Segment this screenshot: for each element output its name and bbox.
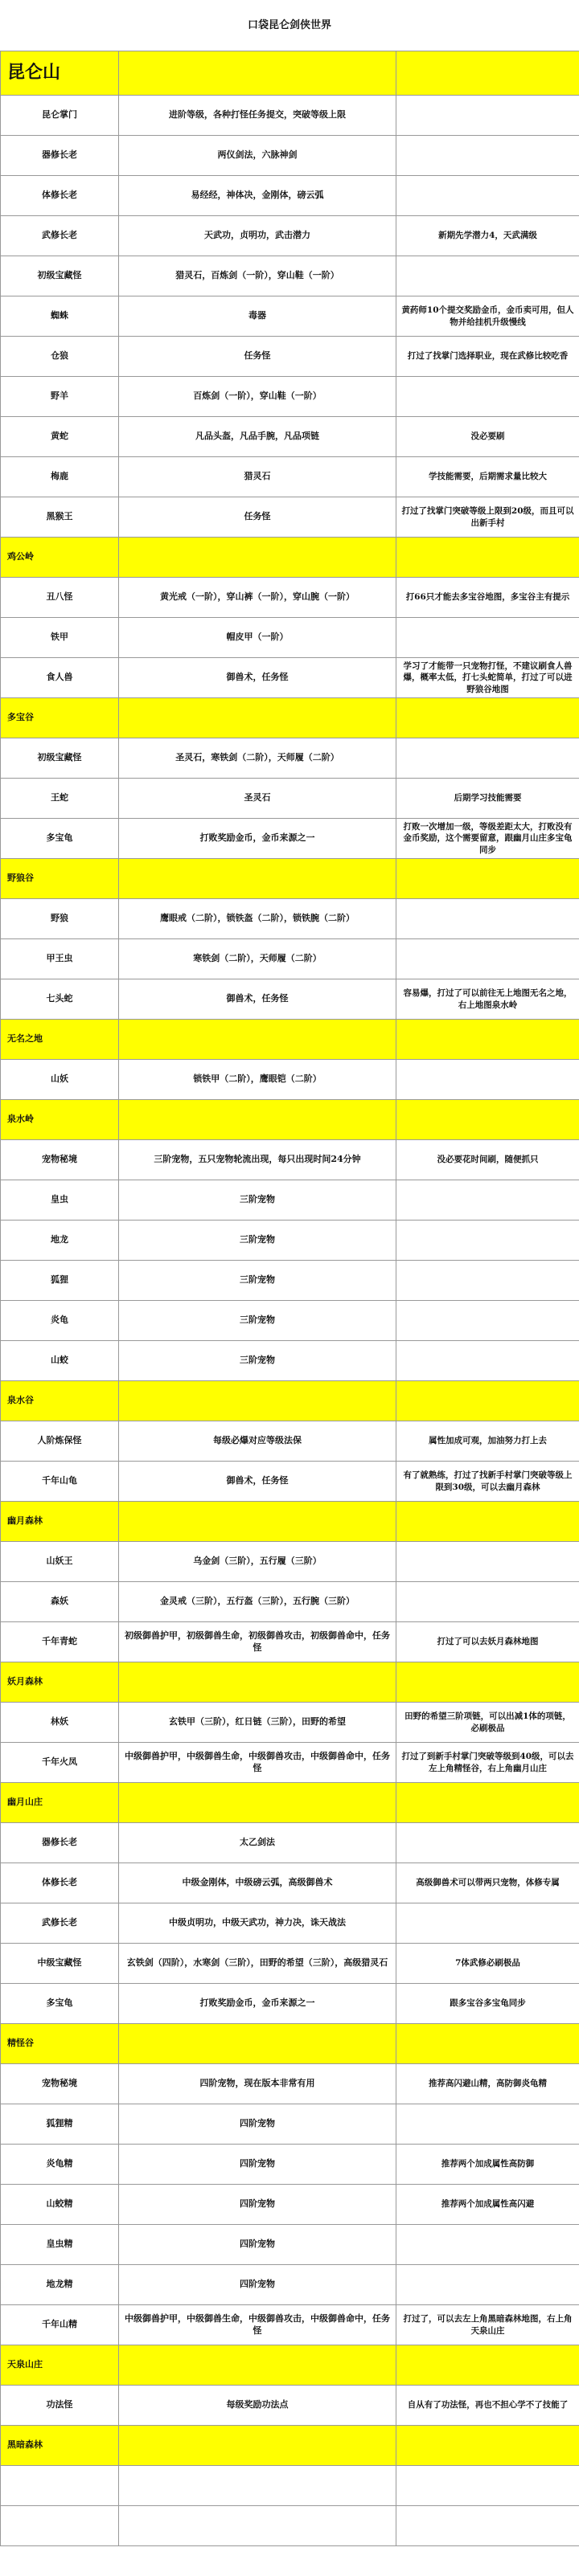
note-cell: 打过了找掌门突破等级上限到20级，而且可以出新手村 [396,497,579,538]
monster-name-cell: 功法怪 [1,2386,119,2426]
table-row [1,1944,579,1984]
monster-name-cell: 七头蛇 [1,979,119,1020]
monster-name-cell: 皇虫精 [1,2225,119,2265]
drop-cell: 猎灵石 [119,457,396,497]
note-cell: 7体武修必刷极品 [396,1944,579,1984]
drop-cell: 两仪剑法，六脉神剑 [119,136,396,176]
table-row [1,2104,579,2145]
table-row [1,1703,579,1743]
table-row [1,136,579,176]
monster-name-cell: 山蛟 [1,1341,119,1381]
note-cell [396,136,579,176]
section-row [1,698,579,738]
table-row [1,216,579,256]
note-cell: 属性加成可观，加油努力打上去 [396,1421,579,1462]
note-cell: 没必要花时间刷，随便抓只 [396,1140,579,1180]
table-row [1,2305,579,2345]
drop-cell: 天武功，贞明功，武击潜力 [119,216,396,256]
section-blank-cell [396,2024,579,2064]
drop-cell: 四阶宠物 [119,2185,396,2225]
monster-name-cell: 山妖王 [1,1542,119,1582]
monster-name-cell: 王蛇 [1,779,119,819]
monster-name-cell: 皇虫 [1,1180,119,1221]
drop-cell: 四阶宠物 [119,2104,396,2145]
section-row [1,1381,579,1421]
section-title: 泉水谷 [1,1381,119,1421]
monster-name-cell: 宠物秘境 [1,1140,119,1180]
note-cell: 打66只才能去多宝谷地图，多宝谷主有提示 [396,578,579,618]
section-row [1,1662,579,1703]
note-cell: 推荐高闪避山精，高防御炎龟精 [396,2064,579,2104]
table-row [1,176,579,216]
section-row [1,2024,579,2064]
table-row [1,256,579,296]
section-blank-cell [119,1020,396,1060]
note-cell: 有了就熟练，打过了找新手村掌门突破等级上限到30级，可以去幽月森林 [396,1462,579,1502]
monster-name-cell: 昆仑掌门 [1,96,119,136]
drop-cell: 三阶宠物，五只宠物轮流出现，每只出现时间24分钟 [119,1140,396,1180]
drop-cell: 中级金刚体，中级磅云弧，高级御兽术 [119,1863,396,1903]
monster-name-cell: 仓狼 [1,337,119,377]
drop-cell: 乌金剑（三阶），五行履（三阶） [119,1542,396,1582]
section-title: 无名之地 [1,1020,119,1060]
monster-name-cell: 狐狸精 [1,2104,119,2145]
table-row [1,1542,579,1582]
guide-table [0,51,579,2546]
table-row [1,2386,579,2426]
section-blank-cell [396,1381,579,1421]
section-blank-cell [119,859,396,899]
drop-cell: 每级必爆对应等级法保 [119,1421,396,1462]
section-title: 幽月山庄 [1,1783,119,1823]
table-row [1,939,579,979]
drop-cell: 打败奖励金币，金币来源之一 [119,819,396,859]
monster-name-cell: 器修长老 [1,1823,119,1863]
table-row [1,738,579,779]
section-title: 鸡公岭 [1,538,119,578]
drop-cell: 任务怪 [119,337,396,377]
section-blank-cell [396,1783,579,1823]
section-blank-cell [396,1020,579,1060]
section-blank-cell [119,1100,396,1140]
section-blank-cell [119,538,396,578]
table-row [1,779,579,819]
table-row [1,658,579,698]
monster-name-cell: 体修长老 [1,1863,119,1903]
drop-cell: 猎灵石，百炼剑（一阶），穿山鞋（一阶） [119,256,396,296]
page-title: 口袋昆仑剑侠世界 [247,19,331,31]
table-row [1,417,579,457]
note-cell [396,618,579,658]
monster-name-cell: 铁甲 [1,618,119,658]
monster-name-cell: 地龙精 [1,2265,119,2305]
drop-cell: 三阶宠物 [119,1301,396,1341]
section-title: 多宝谷 [1,698,119,738]
table-row [1,1180,579,1221]
monster-name-cell: 蜘蛛 [1,296,119,337]
monster-name-cell: 千年青蛇 [1,1622,119,1662]
monster-name-cell: 炎龟 [1,1301,119,1341]
table-row [1,2506,579,2546]
drop-cell: 玄铁甲（三阶），红日链（三阶），田野的希望 [119,1703,396,1743]
section-blank-cell [396,698,579,738]
section-title: 黑暗森林 [1,2426,119,2466]
section-blank-cell [396,1100,579,1140]
section-blank-cell [396,2426,579,2466]
drop-cell [119,2466,396,2506]
table-row [1,1341,579,1381]
drop-cell: 三阶宠物 [119,1261,396,1301]
monster-name-cell: 丑八怪 [1,578,119,618]
section-title: 野狼谷 [1,859,119,899]
section-title: 泉水岭 [1,1100,119,1140]
table-row [1,497,579,538]
table-row [1,1582,579,1622]
section-title: 妖月森林 [1,1662,119,1703]
monster-name-cell: 黑猴王 [1,497,119,538]
note-cell: 高级御兽术可以带两只宠物，体修专属 [396,1863,579,1903]
section-blank-cell [396,51,579,96]
table-row [1,1743,579,1783]
drop-cell: 金灵戒（三阶），五行盔（三阶），五行腕（三阶） [119,1582,396,1622]
note-cell: 打过了找掌门选择职业，现在武修比较吃香 [396,337,579,377]
monster-name-cell [1,2466,119,2506]
section-blank-cell [119,2024,396,2064]
drop-cell: 每级奖励功法点 [119,2386,396,2426]
section-blank-cell [396,1502,579,1542]
note-cell: 自从有了功法怪，再也不担心学不了技能了 [396,2386,579,2426]
table-row [1,2145,579,2185]
drop-cell: 三阶宠物 [119,1180,396,1221]
table-row [1,2466,579,2506]
section-title: 天泉山庄 [1,2345,119,2386]
section-row [1,1020,579,1060]
monster-name-cell: 野狼 [1,899,119,939]
section-blank-cell [396,2345,579,2386]
table-row [1,96,579,136]
monster-name-cell: 千年山精 [1,2305,119,2345]
section-blank-cell [119,1502,396,1542]
table-row [1,2064,579,2104]
monster-name-cell: 体修长老 [1,176,119,216]
monster-name-cell: 初级宝藏怪 [1,256,119,296]
section-row [1,1783,579,1823]
monster-name-cell: 多宝龟 [1,1984,119,2024]
note-cell [396,899,579,939]
note-cell [396,1582,579,1622]
section-row [1,51,579,96]
monster-name-cell: 食人兽 [1,658,119,698]
drop-cell: 四阶宠物，现在版本非常有用 [119,2064,396,2104]
table-row [1,296,579,337]
drop-cell: 寒铁剑（二阶），天师履（二阶） [119,939,396,979]
table-row [1,2265,579,2305]
note-cell: 黄药师10个提交奖励金币，金币卖可用，但人物并给挂机升级慢线 [396,296,579,337]
note-cell [396,176,579,216]
drop-cell: 中级御兽护甲，中级御兽生命，中级御兽攻击，中级御兽命中，任务怪 [119,1743,396,1783]
note-cell: 学技能需要，后期需求量比较大 [396,457,579,497]
section-title: 幽月森林 [1,1502,119,1542]
note-cell [396,2265,579,2305]
note-cell [396,1180,579,1221]
monster-name-cell: 人阶炼保怪 [1,1421,119,1462]
monster-name-cell: 地龙 [1,1221,119,1261]
drop-cell: 玄铁剑（四阶），水寒剑（三阶），田野的希望（三阶），高级猎灵石 [119,1944,396,1984]
table-row [1,2185,579,2225]
table-row [1,578,579,618]
note-cell: 推荐两个加成属性高闪避 [396,2185,579,2225]
drop-cell: 御兽术，任务怪 [119,1462,396,1502]
drop-cell: 黄光戒（一阶），穿山裤（一阶），穿山腕（一阶） [119,578,396,618]
monster-name-cell: 中级宝藏怪 [1,1944,119,1984]
note-cell: 推荐两个加成属性高防御 [396,2145,579,2185]
note-cell [396,2104,579,2145]
section-blank-cell [119,698,396,738]
drop-cell: 进阶等级，各种打怪任务提交，突破等级上限 [119,96,396,136]
table-row [1,1140,579,1180]
monster-name-cell: 器修长老 [1,136,119,176]
monster-name-cell: 森妖 [1,1582,119,1622]
drop-cell [119,2506,396,2546]
note-cell [396,1341,579,1381]
monster-name-cell: 炎龟精 [1,2145,119,2185]
note-cell [396,738,579,779]
drop-cell: 三阶宠物 [119,1221,396,1261]
note-cell [396,1823,579,1863]
table-row [1,1984,579,2024]
table-row [1,1060,579,1100]
note-cell: 打过了，可以去左上角黑暗森林地图，右上角天泉山庄 [396,2305,579,2345]
drop-cell: 易经经，神体决，金刚体，磅云弧 [119,176,396,216]
section-blank-cell [119,51,396,96]
table-row [1,1622,579,1662]
drop-cell: 中级贞明功，中级天武功，神力决，诛天战法 [119,1903,396,1944]
drop-cell: 凡品头盔，凡品手腕，凡品项链 [119,417,396,457]
drop-cell: 圣灵石，寒铁剑（二阶），天师履（二阶） [119,738,396,779]
section-row [1,538,579,578]
note-cell [396,377,579,417]
note-cell: 没必要刷 [396,417,579,457]
section-row [1,859,579,899]
drop-cell: 打败奖励金币，金币来源之一 [119,1984,396,2024]
table-row [1,1903,579,1944]
drop-cell: 任务怪 [119,497,396,538]
section-blank-cell [396,859,579,899]
table-row [1,899,579,939]
drop-cell: 御兽术，任务怪 [119,658,396,698]
note-cell [396,1903,579,1944]
monster-name-cell: 山蛟精 [1,2185,119,2225]
table-row [1,979,579,1020]
drop-cell: 三阶宠物 [119,1341,396,1381]
section-row [1,2345,579,2386]
section-title: 精怪谷 [1,2024,119,2064]
table-row [1,457,579,497]
drop-cell: 百炼剑（一阶），穿山鞋（一阶） [119,377,396,417]
table-row [1,1863,579,1903]
drop-cell: 圣灵石 [119,779,396,819]
note-cell [396,256,579,296]
table-row [1,819,579,859]
section-blank-cell [119,1662,396,1703]
table-row [1,2225,579,2265]
section-blank-cell [119,2426,396,2466]
monster-name-cell [1,2506,119,2546]
drop-cell: 太乙剑法 [119,1823,396,1863]
drop-cell: 四阶宠物 [119,2225,396,2265]
table-row [1,1462,579,1502]
table-row [1,1421,579,1462]
monster-name-cell: 千年山龟 [1,1462,119,1502]
drop-cell: 四阶宠物 [119,2145,396,2185]
note-cell [396,1301,579,1341]
drop-cell: 帽皮甲（一阶） [119,618,396,658]
table-row [1,618,579,658]
note-cell [396,1060,579,1100]
note-cell: 容易爆，打过了可以前往无上地图无名之地，右上地图泉水岭 [396,979,579,1020]
note-cell: 跟多宝谷多宝龟同步 [396,1984,579,2024]
note-cell [396,939,579,979]
monster-name-cell: 千年火凤 [1,1743,119,1783]
note-cell: 打过了可以去妖月森林地图 [396,1622,579,1662]
table-row [1,1823,579,1863]
table-row [1,1221,579,1261]
table-row [1,1261,579,1301]
note-cell: 打过了到新手村掌门突破等级到40级，可以去左上角精怪谷，右上角幽月山庄 [396,1743,579,1783]
section-blank-cell [119,1381,396,1421]
section-row [1,1100,579,1140]
monster-name-cell: 武修长老 [1,1903,119,1944]
table-row [1,377,579,417]
monster-name-cell: 林妖 [1,1703,119,1743]
note-cell: 田野的希望三阶项链，可以出减1体的项链，必刷极品 [396,1703,579,1743]
note-cell [396,2225,579,2265]
note-cell: 打败一次增加一级，等级差距太大，打败没有金币奖励，这个需要留意，跟幽月山庄多宝龟同步 [396,819,579,859]
section-title: 昆仑山 [1,51,119,96]
monster-name-cell: 狐狸 [1,1261,119,1301]
section-blank-cell [119,2345,396,2386]
monster-name-cell: 梅鹿 [1,457,119,497]
section-row [1,2426,579,2466]
note-cell: 学习了才能带一只宠物打怪，不建议刷食人兽爆，概率太低，打七头蛇简单，打过了可以进野狼谷地图 [396,658,579,698]
monster-name-cell: 宠物秘境 [1,2064,119,2104]
monster-name-cell: 山妖 [1,1060,119,1100]
drop-cell: 四阶宠物 [119,2265,396,2305]
monster-name-cell: 初级宝藏怪 [1,738,119,779]
table-row [1,337,579,377]
section-blank-cell [119,1783,396,1823]
note-cell [396,96,579,136]
section-row [1,1502,579,1542]
note-cell [396,2466,579,2506]
drop-cell: 御兽术，任务怪 [119,979,396,1020]
note-cell [396,2506,579,2546]
section-blank-cell [396,538,579,578]
note-cell: 后期学习技能需要 [396,779,579,819]
drop-cell: 毒器 [119,296,396,337]
note-cell [396,1542,579,1582]
drop-cell: 鹰眼戒（二阶），锁铁盔（二阶），锁铁腕（二阶） [119,899,396,939]
note-cell [396,1221,579,1261]
note-cell: 新期先学潜力4，天武满级 [396,216,579,256]
note-cell [396,1261,579,1301]
drop-cell: 锁铁甲（二阶），鹰眼铠（二阶） [119,1060,396,1100]
monster-name-cell: 武修长老 [1,216,119,256]
monster-name-cell: 甲王虫 [1,939,119,979]
monster-name-cell: 黄蛇 [1,417,119,457]
drop-cell: 中级御兽护甲，中级御兽生命，中级御兽攻击，中级御兽命中，任务怪 [119,2305,396,2345]
section-blank-cell [396,1662,579,1703]
monster-name-cell: 野羊 [1,377,119,417]
drop-cell: 初级御兽护甲，初级御兽生命，初级御兽攻击，初级御兽命中，任务怪 [119,1622,396,1662]
monster-name-cell: 多宝龟 [1,819,119,859]
table-row [1,1301,579,1341]
